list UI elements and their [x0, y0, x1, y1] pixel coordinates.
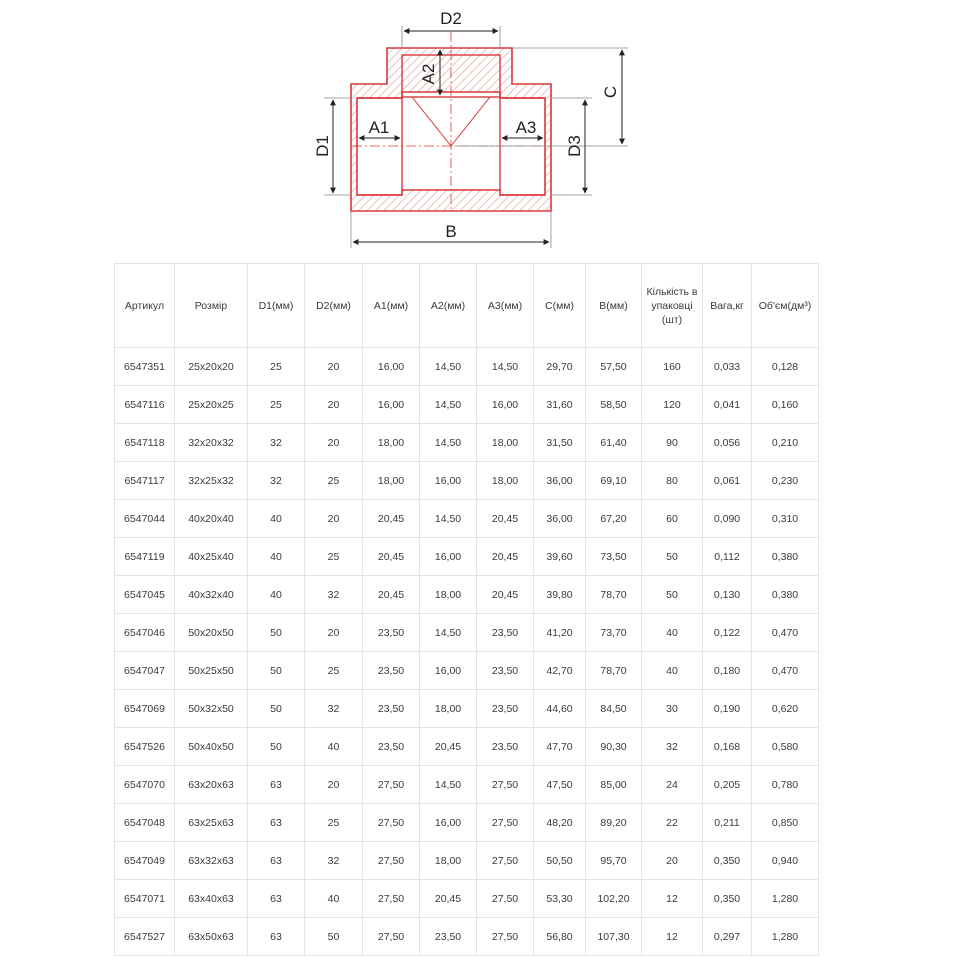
header-b: B(мм): [586, 264, 642, 348]
cell-a2: 23,50: [420, 918, 477, 956]
cell-a1: 16,00: [363, 386, 420, 424]
table-header-row: [115, 264, 819, 348]
label-a3: A3: [515, 118, 537, 137]
cell-size: 63x50x63: [175, 918, 248, 956]
cell-c: 36,00: [534, 500, 586, 538]
cell-a3: 18,00: [477, 424, 534, 462]
cell-d2: 20: [305, 614, 363, 652]
cell-a2: 14,50: [420, 614, 477, 652]
table-row: [115, 804, 819, 842]
cell-d2: 20: [305, 348, 363, 386]
cell-weight: 0,190: [703, 690, 752, 728]
cell-volume: 0,210: [752, 424, 819, 462]
cell-b: 95,70: [586, 842, 642, 880]
table-body: [115, 348, 819, 956]
cell-a3: 27,50: [477, 766, 534, 804]
label-c: C: [601, 85, 620, 99]
cell-pack-qty: 12: [642, 918, 703, 956]
cell-pack-qty: 60: [642, 500, 703, 538]
cell-article: 6547045: [115, 576, 175, 614]
cell-b: 69,10: [586, 462, 642, 500]
table-row: [115, 462, 819, 500]
cell-volume: 0,160: [752, 386, 819, 424]
cell-a3: 23,50: [477, 614, 534, 652]
cell-a1: 27,50: [363, 766, 420, 804]
table-row: [115, 880, 819, 918]
cell-weight: 0,112: [703, 538, 752, 576]
cell-c: 36,00: [534, 462, 586, 500]
cell-article: 6547526: [115, 728, 175, 766]
cell-d2: 20: [305, 500, 363, 538]
cell-pack-qty: 24: [642, 766, 703, 804]
cell-a3: 27,50: [477, 842, 534, 880]
cell-c: 53,30: [534, 880, 586, 918]
cell-volume: 1,280: [752, 880, 819, 918]
cell-a1: 18,00: [363, 462, 420, 500]
cell-pack-qty: 12: [642, 880, 703, 918]
specifications-table: [114, 263, 819, 956]
cell-c: 41,20: [534, 614, 586, 652]
cell-pack-qty: 40: [642, 614, 703, 652]
cell-article: 6547047: [115, 652, 175, 690]
header-d2: D2(мм): [305, 264, 363, 348]
cell-weight: 0,350: [703, 842, 752, 880]
label-d1: D1: [313, 135, 332, 157]
cell-size: 25x20x25: [175, 386, 248, 424]
cell-weight: 0,297: [703, 918, 752, 956]
cell-d2: 50: [305, 918, 363, 956]
cell-article: 6547118: [115, 424, 175, 462]
tee-fitting-diagram: [0, 0, 970, 260]
cell-weight: 0,122: [703, 614, 752, 652]
cell-a1: 27,50: [363, 880, 420, 918]
cell-d2: 20: [305, 766, 363, 804]
cell-pack-qty: 50: [642, 576, 703, 614]
cell-d2: 40: [305, 728, 363, 766]
cell-pack-qty: 30: [642, 690, 703, 728]
cell-volume: 0,580: [752, 728, 819, 766]
header-pack-qty: Кількість в упаковці (шт): [642, 264, 703, 348]
cell-c: 29,70: [534, 348, 586, 386]
cell-pack-qty: 120: [642, 386, 703, 424]
cell-article: 6547070: [115, 766, 175, 804]
label-d3: D3: [565, 135, 584, 157]
cell-a1: 23,50: [363, 728, 420, 766]
cell-d2: 25: [305, 804, 363, 842]
cell-volume: 0,470: [752, 652, 819, 690]
table-row: [115, 424, 819, 462]
cell-a2: 18,00: [420, 576, 477, 614]
cell-b: 57,50: [586, 348, 642, 386]
cell-d1: 50: [248, 614, 305, 652]
cell-a3: 20,45: [477, 538, 534, 576]
cell-pack-qty: 80: [642, 462, 703, 500]
cell-weight: 0,130: [703, 576, 752, 614]
cell-volume: 0,940: [752, 842, 819, 880]
cell-d2: 32: [305, 842, 363, 880]
cell-d2: 20: [305, 386, 363, 424]
cell-article: 6547117: [115, 462, 175, 500]
cell-weight: 0,211: [703, 804, 752, 842]
cell-size: 63x20x63: [175, 766, 248, 804]
cell-a1: 23,50: [363, 652, 420, 690]
cell-article: 6547071: [115, 880, 175, 918]
cell-d1: 63: [248, 918, 305, 956]
cell-pack-qty: 90: [642, 424, 703, 462]
cell-a1: 27,50: [363, 918, 420, 956]
cell-size: 40x20x40: [175, 500, 248, 538]
cell-a2: 16,00: [420, 538, 477, 576]
cell-size: 63x40x63: [175, 880, 248, 918]
table-row: [115, 386, 819, 424]
cell-b: 89,20: [586, 804, 642, 842]
header-weight: Вага,кг: [703, 264, 752, 348]
table-row: [115, 842, 819, 880]
table-row: [115, 766, 819, 804]
cell-c: 39,80: [534, 576, 586, 614]
cell-d2: 20: [305, 424, 363, 462]
cell-a2: 20,45: [420, 728, 477, 766]
cell-volume: 0,780: [752, 766, 819, 804]
cell-volume: 0,470: [752, 614, 819, 652]
table-row: [115, 538, 819, 576]
cell-d1: 25: [248, 348, 305, 386]
cell-weight: 0,041: [703, 386, 752, 424]
cell-b: 67,20: [586, 500, 642, 538]
cell-size: 63x32x63: [175, 842, 248, 880]
cell-a3: 27,50: [477, 918, 534, 956]
table-row: [115, 576, 819, 614]
cell-b: 102,20: [586, 880, 642, 918]
cell-weight: 0,061: [703, 462, 752, 500]
table-row: [115, 614, 819, 652]
cell-c: 56,80: [534, 918, 586, 956]
cell-volume: 0,380: [752, 538, 819, 576]
cell-c: 39,60: [534, 538, 586, 576]
cell-volume: 0,230: [752, 462, 819, 500]
header-size: Розмір: [175, 264, 248, 348]
cell-d1: 50: [248, 728, 305, 766]
cell-article: 6547048: [115, 804, 175, 842]
cell-d1: 32: [248, 424, 305, 462]
cell-d2: 32: [305, 576, 363, 614]
cell-b: 73,70: [586, 614, 642, 652]
cell-weight: 0,033: [703, 348, 752, 386]
cell-a2: 14,50: [420, 386, 477, 424]
cell-a2: 14,50: [420, 348, 477, 386]
header-d1: D1(мм): [248, 264, 305, 348]
cell-weight: 0,090: [703, 500, 752, 538]
cell-a1: 18,00: [363, 424, 420, 462]
cell-weight: 0,180: [703, 652, 752, 690]
cell-d2: 25: [305, 652, 363, 690]
cell-c: 50,50: [534, 842, 586, 880]
cell-weight: 0,168: [703, 728, 752, 766]
cell-volume: 0,310: [752, 500, 819, 538]
table-row: [115, 690, 819, 728]
cell-d1: 63: [248, 880, 305, 918]
cell-a1: 23,50: [363, 614, 420, 652]
cell-volume: 0,380: [752, 576, 819, 614]
cell-a3: 16,00: [477, 386, 534, 424]
cell-c: 42,70: [534, 652, 586, 690]
cell-size: 63x25x63: [175, 804, 248, 842]
header-c: C(мм): [534, 264, 586, 348]
table-row: [115, 918, 819, 956]
cell-a2: 16,00: [420, 652, 477, 690]
cell-d1: 50: [248, 690, 305, 728]
cell-c: 47,50: [534, 766, 586, 804]
cell-a1: 20,45: [363, 500, 420, 538]
cell-d1: 25: [248, 386, 305, 424]
cell-a2: 14,50: [420, 500, 477, 538]
cell-pack-qty: 40: [642, 652, 703, 690]
cell-b: 73,50: [586, 538, 642, 576]
cell-a1: 20,45: [363, 576, 420, 614]
cell-b: 85,00: [586, 766, 642, 804]
header-a3: A3(мм): [477, 264, 534, 348]
cell-size: 50x40x50: [175, 728, 248, 766]
cell-a1: 23,50: [363, 690, 420, 728]
cell-article: 6547527: [115, 918, 175, 956]
cell-a3: 27,50: [477, 804, 534, 842]
header-a2: A2(мм): [420, 264, 477, 348]
cell-a3: 20,45: [477, 500, 534, 538]
cell-weight: 0,205: [703, 766, 752, 804]
cell-d1: 40: [248, 538, 305, 576]
cell-a2: 16,00: [420, 804, 477, 842]
cell-a3: 14,50: [477, 348, 534, 386]
cell-a1: 27,50: [363, 804, 420, 842]
cell-a2: 16,00: [420, 462, 477, 500]
table-row: [115, 500, 819, 538]
cell-d1: 40: [248, 576, 305, 614]
cell-b: 58,50: [586, 386, 642, 424]
cell-b: 107,30: [586, 918, 642, 956]
cell-volume: 1,280: [752, 918, 819, 956]
cell-a3: 20,45: [477, 576, 534, 614]
cell-article: 6547049: [115, 842, 175, 880]
table-header: [115, 264, 819, 348]
cell-d1: 63: [248, 842, 305, 880]
cell-article: 6547116: [115, 386, 175, 424]
cell-pack-qty: 32: [642, 728, 703, 766]
cell-a2: 18,00: [420, 690, 477, 728]
cell-a3: 23,50: [477, 690, 534, 728]
cell-a1: 16,00: [363, 348, 420, 386]
cell-size: 32x25x32: [175, 462, 248, 500]
table-row: [115, 652, 819, 690]
cell-volume: 0,620: [752, 690, 819, 728]
label-d2: D2: [440, 9, 462, 28]
cell-a1: 27,50: [363, 842, 420, 880]
header-article: Артикул: [115, 264, 175, 348]
cell-article: 6547119: [115, 538, 175, 576]
cell-article: 6547046: [115, 614, 175, 652]
header-a1: A1(мм): [363, 264, 420, 348]
header-volume: Об'єм(дм³): [752, 264, 819, 348]
cell-size: 32x20x32: [175, 424, 248, 462]
cell-a3: 18,00: [477, 462, 534, 500]
cell-a2: 20,45: [420, 880, 477, 918]
cell-d2: 32: [305, 690, 363, 728]
cell-a2: 14,50: [420, 766, 477, 804]
cell-a3: 27,50: [477, 880, 534, 918]
cell-a1: 20,45: [363, 538, 420, 576]
cell-size: 25x20x20: [175, 348, 248, 386]
cell-article: 6547351: [115, 348, 175, 386]
cell-pack-qty: 20: [642, 842, 703, 880]
cell-c: 44,60: [534, 690, 586, 728]
cell-b: 61,40: [586, 424, 642, 462]
cell-d2: 25: [305, 538, 363, 576]
cell-b: 90,30: [586, 728, 642, 766]
cell-article: 6547069: [115, 690, 175, 728]
label-b: B: [445, 222, 457, 241]
cell-d1: 63: [248, 766, 305, 804]
cell-size: 40x25x40: [175, 538, 248, 576]
cell-a3: 23,50: [477, 652, 534, 690]
cell-c: 31,50: [534, 424, 586, 462]
cell-d1: 32: [248, 462, 305, 500]
table-row: [115, 728, 819, 766]
cell-b: 84,50: [586, 690, 642, 728]
cell-volume: 0,128: [752, 348, 819, 386]
cell-size: 50x25x50: [175, 652, 248, 690]
label-a1: A1: [368, 118, 390, 137]
cell-a3: 23,50: [477, 728, 534, 766]
cell-d1: 63: [248, 804, 305, 842]
cell-c: 31,60: [534, 386, 586, 424]
cell-b: 78,70: [586, 652, 642, 690]
cell-b: 78,70: [586, 576, 642, 614]
cell-d2: 25: [305, 462, 363, 500]
cell-a2: 14,50: [420, 424, 477, 462]
table-row: [115, 348, 819, 386]
cell-weight: 0,350: [703, 880, 752, 918]
cell-d2: 40: [305, 880, 363, 918]
cell-c: 48,20: [534, 804, 586, 842]
cell-size: 40x32x40: [175, 576, 248, 614]
cell-d1: 50: [248, 652, 305, 690]
cell-volume: 0,850: [752, 804, 819, 842]
cell-article: 6547044: [115, 500, 175, 538]
cell-a2: 18,00: [420, 842, 477, 880]
cell-size: 50x32x50: [175, 690, 248, 728]
cell-pack-qty: 50: [642, 538, 703, 576]
cell-pack-qty: 160: [642, 348, 703, 386]
label-a2: A2: [419, 63, 438, 85]
cell-c: 47,70: [534, 728, 586, 766]
cell-size: 50x20x50: [175, 614, 248, 652]
cell-pack-qty: 22: [642, 804, 703, 842]
cell-weight: 0,056: [703, 424, 752, 462]
cell-d1: 40: [248, 500, 305, 538]
